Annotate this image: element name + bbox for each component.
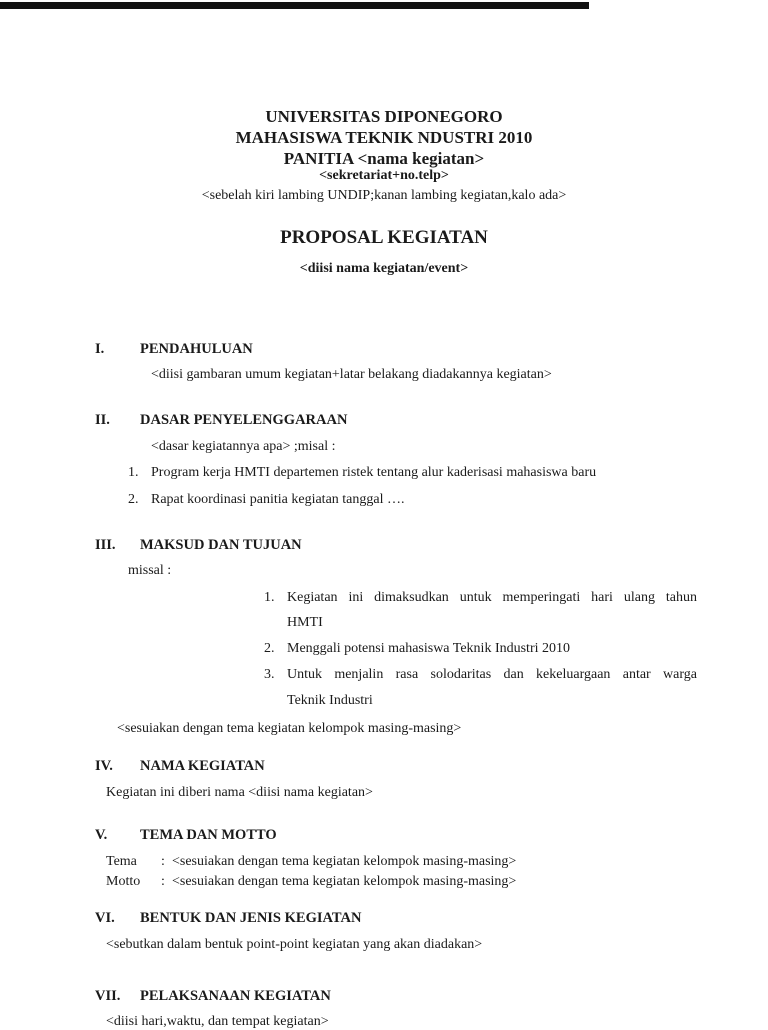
section-intro: <dasar kegiatannya apa> ;misal : xyxy=(151,439,336,454)
section-text: Kegiatan ini diberi nama <diisi nama kegiatan> xyxy=(106,785,373,800)
section-title-dasar: DASAR PENYELENGGARAAN xyxy=(140,412,348,428)
section-title-maksud: MAKSUD DAN TUJUAN xyxy=(140,537,302,553)
header-panitia: PANITIA <nama kegiatan> xyxy=(283,149,485,168)
header-contact: <sekretariat+no.telp> xyxy=(319,168,449,183)
section-text: <diisi gambaran umum kegiatan+latar belakang diadakannya kegiatan> xyxy=(151,367,552,382)
section-number: III. xyxy=(95,537,116,553)
document-title: PROPOSAL KEGIATAN xyxy=(280,227,488,248)
section-title-bentuk: BENTUK DAN JENIS KEGIATAN xyxy=(140,910,362,926)
section-text: <diisi hari,waktu, dan tempat kegiatan> xyxy=(106,1014,329,1029)
list-item: Kegiatan ini dimaksudkan untuk memperingati hari ulang tahun xyxy=(287,590,697,605)
section-number: IV. xyxy=(95,758,113,774)
section-title-pendahuluan: PENDAHULUAN xyxy=(140,341,253,357)
document-subtitle: <diisi nama kegiatan/event> xyxy=(299,261,469,276)
list-item: Program kerja HMTI departemen ristek tentang alur kaderisasi mahasiswa baru xyxy=(151,465,597,480)
header-logo-note: <sebelah kiri lambing UNDIP;kanan lambing kegiatan,kalo ada> xyxy=(201,188,567,203)
section-title-nama: NAMA KEGIATAN xyxy=(140,758,265,774)
section-note: <sesuiakan dengan tema kegiatan kelompok masing-masing> xyxy=(117,721,462,736)
top-border-bar xyxy=(0,2,589,9)
tema-value: <sesuiakan dengan tema kegiatan kelompok masing-masing> xyxy=(172,854,517,869)
section-number: II. xyxy=(95,412,110,428)
list-number: 1. xyxy=(128,465,139,480)
section-intro: missal : xyxy=(128,563,172,578)
motto-label: Motto xyxy=(106,874,141,889)
list-item-continuation: Teknik Industri xyxy=(287,693,373,708)
list-item-continuation: HMTI xyxy=(287,615,323,630)
list-number: 3. xyxy=(264,667,275,682)
list-item: Rapat koordinasi panitia kegiatan tanggal …. xyxy=(151,492,405,507)
section-title-tema: TEMA DAN MOTTO xyxy=(140,827,277,843)
section-title-pelaksanaan: PELAKSANAAN KEGIATAN xyxy=(140,988,331,1004)
list-number: 2. xyxy=(264,641,275,656)
section-number: V. xyxy=(95,827,108,843)
section-number: VI. xyxy=(95,910,115,926)
header-cohort: MAHASISWA TEKNIK NDUSTRI 2010 xyxy=(235,128,533,147)
motto-separator: : xyxy=(161,874,165,889)
section-number: I. xyxy=(95,341,105,357)
motto-value: <sesuiakan dengan tema kegiatan kelompok masing-masing> xyxy=(172,874,517,889)
list-item: Menggali potensi mahasiswa Teknik Industri 2010 xyxy=(287,641,571,656)
header-university: UNIVERSITAS DIPONEGORO xyxy=(265,107,503,126)
list-item: Untuk menjalin rasa solodaritas dan kekeluargaan antar warga xyxy=(287,667,697,682)
section-text: <sebutkan dalam bentuk point-point kegiatan yang akan diadakan> xyxy=(106,937,483,952)
tema-separator: : xyxy=(161,854,165,869)
tema-label: Tema xyxy=(106,854,137,869)
list-number: 1. xyxy=(264,590,275,605)
list-number: 2. xyxy=(128,492,139,507)
section-number: VII. xyxy=(95,988,121,1004)
